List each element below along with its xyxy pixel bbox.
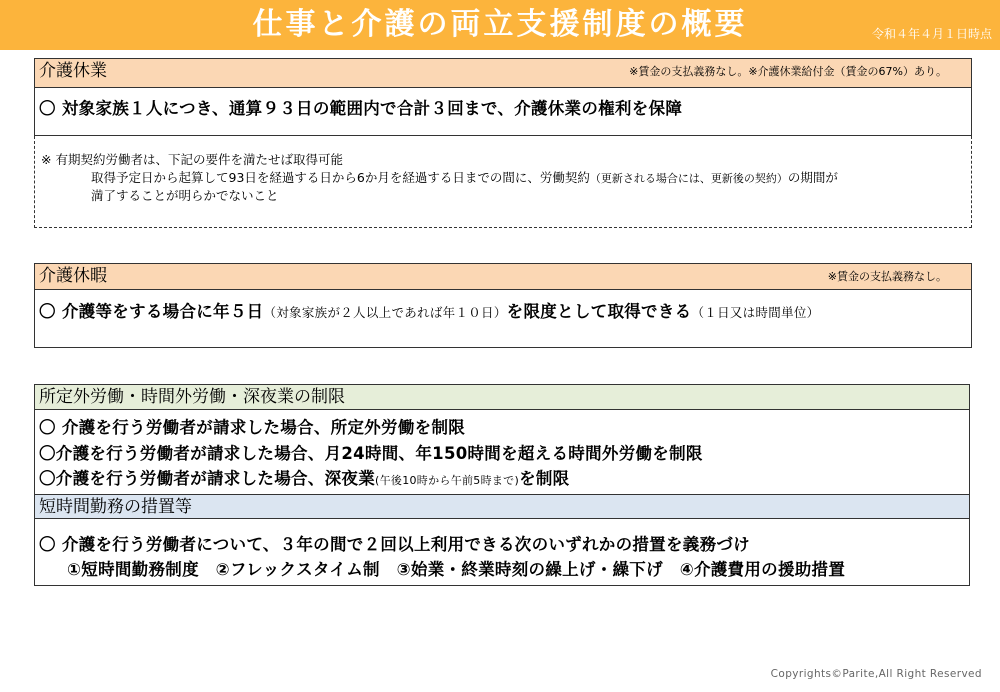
fine-print-line-3: 満了することが明らかでないこと — [91, 188, 279, 203]
section-title: 短時間勤務の措置等 — [39, 497, 192, 517]
limit-item-3 — [39, 465, 569, 489]
fine-print-box — [34, 136, 972, 228]
main-statement — [39, 298, 819, 322]
section-note: ※賃金の支払義務なし。 — [827, 270, 947, 283]
limit-item-2: 〇介護を行う労働者が請求した場合、月24時間、年150時間を超える時間外労働を制限 — [39, 444, 703, 463]
fine-print-line-1: ※ 有期契約労働者は、下記の要件を満たせば取得可能 — [41, 152, 343, 167]
fine-print-line-2c: の期間が — [787, 170, 838, 185]
section-header — [35, 264, 971, 290]
section-title: 介護休業 — [39, 61, 107, 81]
main-statement: 〇 対象家族１人につき、通算９３日の範囲内で合計３回まで、介護休業の権利を保障 — [39, 99, 683, 118]
limit-item-1: 〇 介護を行う労働者が請求した場合、所定外労働を制限 — [39, 418, 466, 437]
main-statement-d: （１日又は時間単位） — [691, 305, 820, 320]
main-statement-a: 〇 介護等をする場合に年５日 — [39, 302, 264, 321]
as-of-date: 令和４年４月１日時点 — [871, 27, 992, 41]
tanjikan-options: ①短時間勤務制度 ②フレックスタイム制 ③始業・終業時刻の繰上げ・繰下げ ④介護費用の援助措置 — [67, 560, 846, 579]
limit-item-3b: (午後10時から午前5時まで) — [375, 474, 520, 487]
copyright: Copyrights©Parite,All Right Reserved — [770, 668, 982, 680]
section-rodo-seigen — [34, 384, 970, 586]
fine-print-line-2b: （更新される場合には、更新後の契約） — [589, 172, 788, 185]
section-header — [35, 59, 971, 88]
section-header-tanjikan — [35, 494, 969, 519]
fine-print-line-2a: 取得予定日から起算して93日を経過する日から6か月を経過する日までの間に、労働契約 — [91, 170, 590, 185]
section-header — [35, 385, 969, 410]
section-kaigo-kyugyo — [34, 58, 972, 136]
tanjikan-main: 〇 介護を行う労働者について、３年の間で２回以上利用できる次のいずれかの措置を義務づけ — [39, 535, 750, 554]
section-title: 介護休暇 — [39, 266, 107, 286]
section-title: 所定外労働・時間外労働・深夜業の制限 — [39, 387, 345, 407]
main-statement-c: を限度として取得できる — [506, 302, 692, 321]
main-statement-b: （対象家族が２人以上であれば年１０日） — [263, 305, 507, 320]
limit-item-3c: を制限 — [519, 469, 570, 488]
section-kaigo-kyuka — [34, 263, 972, 348]
section-note: ※賃金の支払義務なし。※介護休業給付金（賃金の67%）あり。 — [629, 65, 947, 78]
page-title: 仕事と介護の両立支援制度の概要 — [252, 7, 748, 42]
fine-print-line-2 — [91, 168, 838, 186]
title-bar — [0, 0, 1000, 50]
limit-item-3a: 〇介護を行う労働者が請求した場合、深夜業 — [39, 469, 375, 488]
